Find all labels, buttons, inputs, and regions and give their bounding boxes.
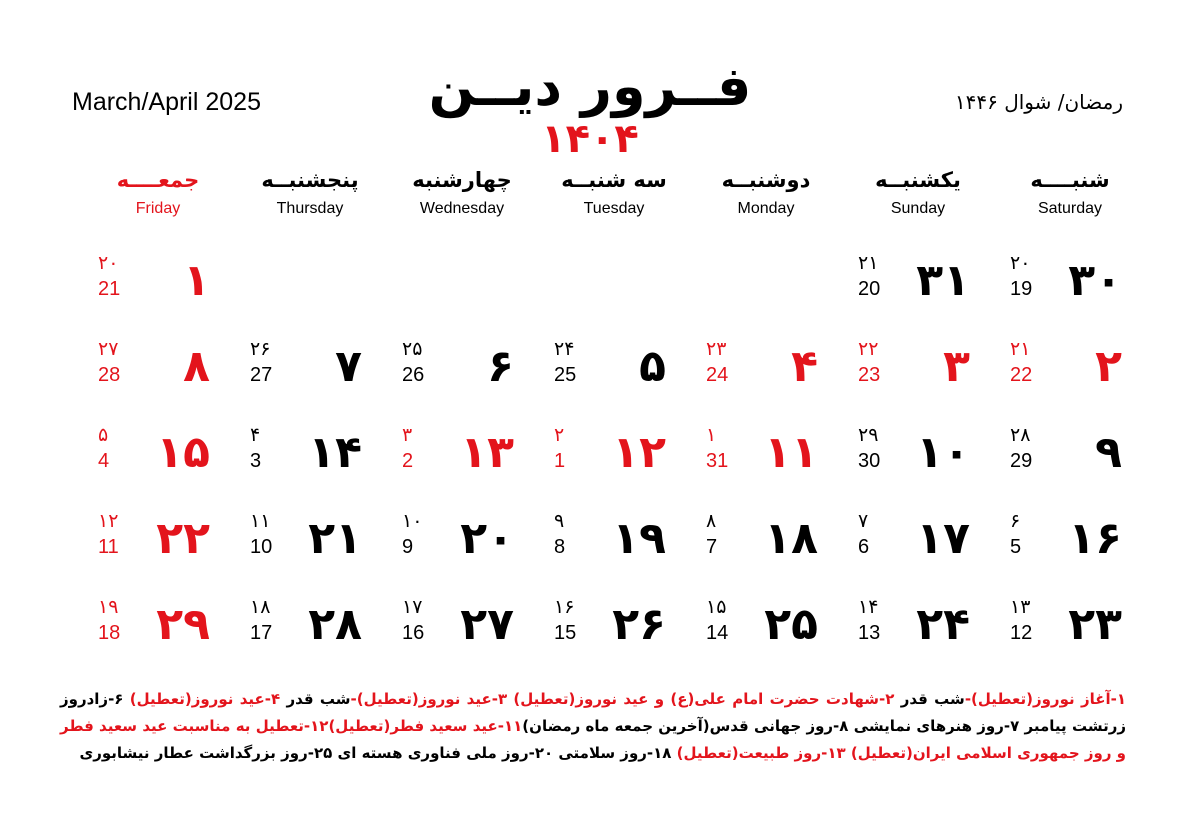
persian-day-number: ۲۵	[764, 599, 818, 650]
hijri-day-number: ۲۰	[98, 252, 119, 274]
weekday-fa-label: دوشنبــه	[721, 168, 811, 192]
weekday-tuesday	[538, 168, 690, 218]
hijri-day-number: ۲۰	[1010, 252, 1031, 274]
day-cell[interactable]	[842, 506, 994, 590]
day-cell[interactable]	[690, 506, 842, 590]
day-cell[interactable]	[994, 248, 1146, 332]
day-cell[interactable]	[994, 420, 1146, 504]
persian-day-number: ۱۵	[156, 427, 210, 478]
hijri-day-number: ۲۳	[706, 338, 727, 360]
hijri-day-number: ۲۸	[1010, 424, 1031, 446]
day-cell[interactable]	[842, 420, 994, 504]
persian-day-number: ۳	[943, 341, 970, 392]
day-cell[interactable]	[994, 506, 1146, 590]
gregorian-day-number: 1	[554, 450, 566, 472]
day-cell[interactable]	[386, 420, 538, 504]
persian-day-number: ۲۷	[460, 599, 514, 650]
weekday-fa-label: جمعــــه	[116, 168, 200, 192]
event-text: ۶-زادروز زرتشت پیامبر ۷-روز هنرهای نمایشی ۸-روز جهانی قدس(آخرین جمعه ماه رمضان)	[60, 690, 1126, 735]
weekday-en-label: Monday	[737, 200, 795, 217]
persian-year: ۱۴۰۴	[541, 116, 639, 162]
hijri-day-number: ۲۹	[858, 424, 879, 446]
persian-day-number: ۷	[335, 341, 362, 392]
day-cell[interactable]	[82, 592, 234, 676]
hijri-day-number: ۲۵	[402, 338, 423, 360]
events-footnote	[60, 686, 1126, 767]
gregorian-day-number: 11	[98, 536, 119, 558]
day-cell[interactable]	[842, 334, 994, 418]
gregorian-day-number: 10	[250, 536, 273, 558]
hijri-day-number: ۲۷	[98, 338, 119, 360]
persian-day-number: ۲۴	[916, 599, 970, 650]
hijri-day-number: ۱۰	[402, 510, 423, 532]
day-cell[interactable]	[690, 592, 842, 676]
hijri-day-number: ۵	[98, 424, 109, 446]
persian-day-number: ۲۲	[156, 513, 210, 564]
persian-day-number: ۱۱	[764, 427, 818, 478]
persian-day-number: ۱۹	[612, 513, 666, 564]
event-text: ۱۸-روز سلامتی ۲۰-روز ملی فناوری هسته ای ۲۵-روز بزرگداشت عطار نیشابوری	[79, 744, 672, 762]
gregorian-day-number: 27	[250, 364, 273, 386]
gregorian-day-number: 2	[402, 450, 414, 472]
weekday-fa-label: یکشنبــه	[875, 168, 961, 192]
holiday-event-text: ۴-عید نوروز(تعطیل)	[123, 690, 281, 708]
day-cell[interactable]	[690, 334, 842, 418]
persian-day-number: ۲۸	[308, 599, 362, 650]
weekday-fa-label: شنبــــه	[1030, 168, 1110, 192]
hijri-day-number: ۲	[554, 424, 565, 446]
gregorian-day-number: 6	[858, 536, 870, 558]
persian-day-number: ۵	[639, 341, 666, 392]
hijri-day-number: ۱۶	[554, 596, 575, 618]
gregorian-day-number: 3	[250, 450, 262, 472]
weekday-fa-label: سه شنبــه	[561, 168, 667, 192]
weekday-en-label: Friday	[135, 200, 181, 217]
gregorian-day-number: 19	[1010, 278, 1033, 300]
persian-day-number: ۱۲	[612, 427, 666, 478]
persian-day-number: ۱۸	[764, 513, 818, 564]
event-text: شب قدر	[894, 690, 965, 708]
day-cell[interactable]	[538, 420, 690, 504]
weekday-en-label: Sunday	[890, 200, 946, 217]
gregorian-day-number: 25	[554, 364, 577, 386]
persian-day-number: ۸	[183, 341, 210, 392]
weekday-saturday	[994, 168, 1146, 218]
persian-day-number: ۹	[1095, 427, 1122, 478]
gregorian-day-number: 23	[858, 364, 881, 386]
persian-day-number: ۲۱	[308, 513, 362, 564]
day-cell[interactable]	[386, 506, 538, 590]
weekday-wednesday	[386, 168, 538, 218]
hijri-day-number: ۱۲	[98, 510, 119, 532]
persian-day-number: ۱۴	[308, 427, 362, 478]
hijri-day-number: ۱	[706, 424, 717, 446]
weekday-en-label: Thursday	[276, 200, 344, 217]
day-cell[interactable]	[994, 592, 1146, 676]
hijri-day-number: ۲۱	[858, 252, 879, 274]
gregorian-day-number: 31	[706, 450, 729, 472]
gregorian-day-number: 28	[98, 364, 121, 386]
day-cell[interactable]	[538, 592, 690, 676]
hijri-day-number: ۷	[858, 510, 869, 532]
gregorian-day-number: 21	[98, 278, 121, 300]
gregorian-month-title: March/April 2025	[72, 88, 261, 116]
day-cell[interactable]	[82, 506, 234, 590]
gregorian-day-number: 8	[554, 536, 566, 558]
gregorian-day-number: 17	[250, 622, 273, 644]
weekday-sunday	[842, 168, 994, 218]
hijri-day-number: ۱۴	[858, 596, 879, 618]
day-cell[interactable]	[994, 334, 1146, 418]
hijri-day-number: ۲۱	[1010, 338, 1031, 360]
weekday-en-label: Tuesday	[583, 200, 645, 217]
hijri-day-number: ۱۱	[250, 510, 271, 532]
gregorian-day-number: 16	[402, 622, 425, 644]
day-cell[interactable]	[234, 420, 386, 504]
persian-day-number: ۲۳	[1068, 599, 1122, 650]
day-cell[interactable]	[538, 334, 690, 418]
gregorian-day-number: 4	[98, 450, 110, 472]
holiday-event-text: ۱-آغاز نوروز(تعطیل)-	[964, 690, 1126, 708]
weekday-friday	[82, 168, 234, 218]
day-cell[interactable]	[690, 420, 842, 504]
day-cell[interactable]	[234, 592, 386, 676]
gregorian-day-number: 9	[402, 536, 414, 558]
gregorian-day-number: 7	[706, 536, 718, 558]
gregorian-day-number: 30	[858, 450, 881, 472]
persian-day-number: ۱۰	[916, 427, 970, 478]
persian-day-number: ۶	[487, 341, 514, 392]
persian-day-number: ۳۰	[1068, 255, 1122, 306]
hijri-day-number: ۲۶	[250, 338, 271, 360]
holiday-event-text: ۱۱-عید سعید فطر(تعطیل)۱۲-تعطیل به مناسبت عید سعید فطر و روز جمهوری اسلامی ایران(تعطیل) ۱۳-روز طبیعت(تعطیل)	[60, 717, 1126, 762]
gregorian-day-number: 12	[1010, 622, 1033, 644]
event-text: شب قدر	[280, 690, 351, 708]
hijri-day-number: ۴	[250, 424, 261, 446]
weekday-monday	[690, 168, 842, 218]
hijri-day-number: ۹	[554, 510, 565, 532]
hijri-day-number: ۶	[1010, 510, 1021, 532]
weekday-fa-label: چهارشنبه	[412, 168, 512, 192]
hijri-day-number: ۱۵	[706, 596, 727, 618]
weekday-thursday	[234, 168, 386, 218]
gregorian-day-number: 14	[706, 622, 729, 644]
day-cell[interactable]	[842, 248, 994, 332]
hijri-day-number: ۸	[706, 510, 717, 532]
gregorian-day-number: 20	[858, 278, 881, 300]
gregorian-day-number: 24	[706, 364, 729, 386]
persian-day-number: ۲	[1095, 341, 1122, 392]
day-cell[interactable]	[82, 334, 234, 418]
day-cell[interactable]	[234, 334, 386, 418]
hijri-months-title: رمضان/ شوال ۱۴۴۶	[954, 90, 1123, 114]
persian-day-number: ۲۰	[460, 513, 514, 564]
hijri-day-number: ۱۸	[250, 596, 271, 618]
hijri-day-number: ۱۷	[402, 596, 423, 618]
gregorian-day-number: 5	[1010, 536, 1022, 558]
day-cell[interactable]	[842, 592, 994, 676]
hijri-day-number: ۲۴	[554, 338, 575, 360]
persian-month-title: فــرور دیــن	[428, 55, 752, 118]
weekday-fa-label: پنجشنبــه	[261, 168, 359, 192]
persian-day-number: ۱	[183, 255, 210, 306]
gregorian-day-number: 13	[858, 622, 881, 644]
persian-day-number: ۴	[791, 341, 818, 392]
hijri-day-number: ۲۲	[858, 338, 879, 360]
day-cell[interactable]	[386, 334, 538, 418]
gregorian-day-number: 22	[1010, 364, 1033, 386]
persian-day-number: ۱۶	[1068, 513, 1122, 564]
gregorian-day-number: 26	[402, 364, 425, 386]
weekday-en-label: Saturday	[1037, 200, 1103, 217]
gregorian-day-number: 18	[98, 622, 121, 644]
persian-day-number: ۲۶	[612, 599, 666, 650]
persian-day-number: ۳۱	[916, 255, 970, 306]
persian-day-number: ۱۷	[916, 513, 970, 564]
day-cell[interactable]	[82, 248, 234, 332]
holiday-event-text: ۲-شهادت حضرت امام علی(ع) و عید نوروز(تعطیل) ۳-عید نوروز(تعطیل)-	[350, 690, 895, 708]
day-cell[interactable]	[386, 592, 538, 676]
hijri-day-number: ۱۹	[98, 596, 119, 618]
gregorian-day-number: 15	[554, 622, 577, 644]
gregorian-day-number: 29	[1010, 450, 1033, 472]
day-cell[interactable]	[538, 506, 690, 590]
persian-day-number: ۱۳	[460, 427, 514, 478]
day-cell[interactable]	[82, 420, 234, 504]
hijri-day-number: ۱۳	[1010, 596, 1031, 618]
weekday-en-label: Wednesday	[419, 200, 505, 217]
persian-day-number: ۲۹	[156, 599, 210, 650]
hijri-day-number: ۳	[402, 424, 413, 446]
day-cell[interactable]	[234, 506, 386, 590]
